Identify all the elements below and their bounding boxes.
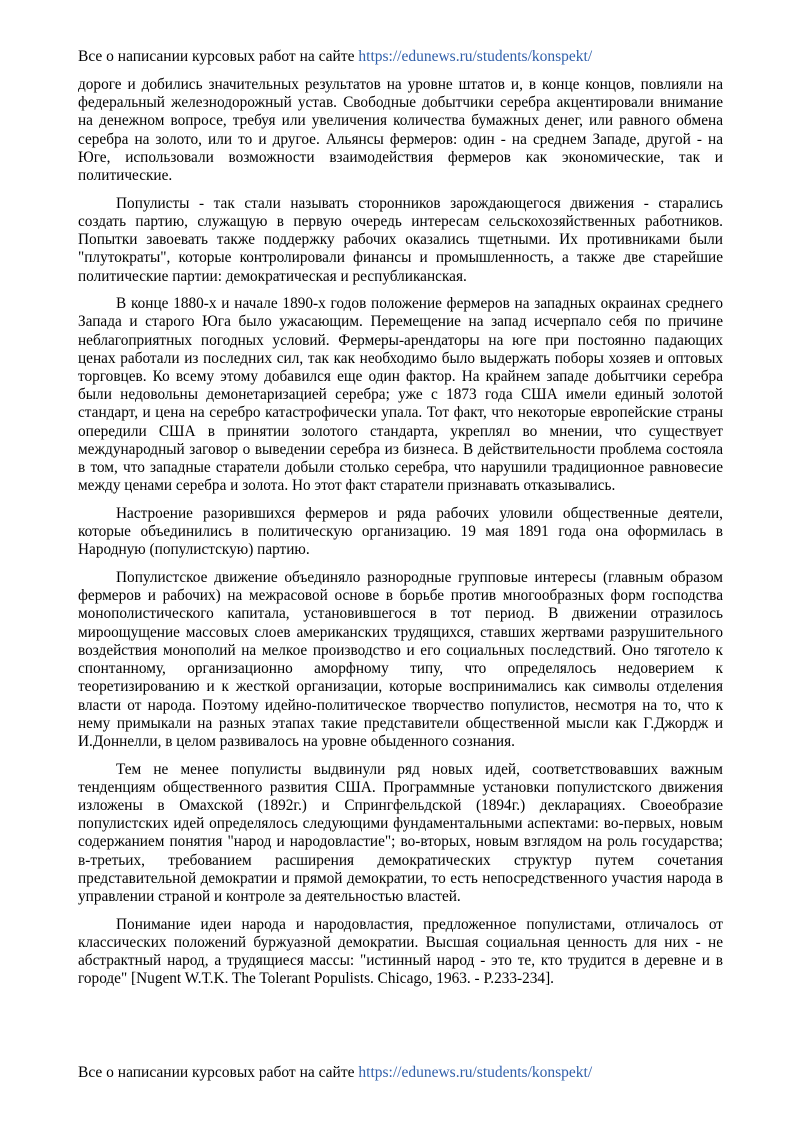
header-link[interactable]: https://edunews.ru/students/konspekt/ (358, 48, 593, 65)
footer-link[interactable]: https://edunews.ru/students/konspekt/ (358, 1064, 593, 1081)
header-text: Все о написании курсовых работ на сайте (78, 48, 359, 65)
paragraph-3: В конце 1880-х и начале 1890-х годов положение фермеров на западных окраинах среднего Запада и старого Юга было ужасающим. Перемещение на запад исчерпало себя по причине неблагоприятных погодных условий. Фермеры-арендаторы на юге при постоянно падающих ценах работали из последних сил, так как необходимо было выдержать поборы хозяев и оптовых торговцев. Ко всему этому добавился еще один фактор. На крайнем западе добытчики серебра были недовольны демонетаризацией серебра; уже с 1873 года США имели единый золотой стандарт, и цена на серебро катастрофически упала. Тот факт, что некоторые европейские страны опередили США в принятии золотого стандарта, укреплял во мнении, что существует международный заговор о выведении серебра из бизнеса. В действительности проблема состояла в том, что западные старатели добыли столько серебра, что нарушили традиционное равновесие между ценами серебра и золота. Но этот факт старатели признавать отказывались. (78, 295, 723, 495)
footer-text: Все о написании курсовых работ на сайте (78, 1064, 359, 1081)
paragraph-7: Понимание идеи народа и народовластия, предложенное популистами, отличалось от классических положений буржуазной демократии. Высшая социальная ценность для них - не абстрактный народ, а трудящиеся массы: "истинный народ - это те, кто трудится в деревне и в городе" [Nugent W.T.K. The Tolerant Populists. Chicago, 1963. - P.233-234]. (78, 915, 723, 988)
paragraph-5: Популистское движение объединяло разнородные групповые интересы (главным образом фермеров и рабочих) на межрасовой основе в борьбе против многообразных форм господства монополистического капитала, установившегося в тот период. В движении отразилось мироощущение массовых слоев американских трудящихся, ставших жертвами разрушительного воздействия монополий на мелкое производство и его социальных последствий. Оно тяготело к спонтанному, организационно аморфному типу, что определялось недоверием к теоретизированию и к жесткой организации, которые воспринимались как символы отделения власти от народа. Поэтому идейно-политическое творчество популистов, несмотря на то, что к нему примыкали на разных этапах такие представители общественной мысли как Г.Джордж и И.Доннелли, в целом развивалось на уровне обыденного сознания. (78, 569, 723, 750)
document-page (78, 0, 723, 1131)
document-body (78, 76, 723, 998)
paragraph-6: Тем не менее популисты выдвинули ряд новых идей, соответствовавших важным тенденциям общественного развития США. Программные установки популистского движения изложены в Омахской (1892г.) и Спрингфельдской (1894г.) декларациях. Своеобразие популистских идей определялось следующими фундаментальными аспектами: во-первых, новым содержанием понятия "народ и народовластие"; во-вторых, новым взглядом на роль государства; в-третьих, требованием расширения демократических структур путем сочетания представительной демократии и прямой демократии, то есть непосредственного участия народа в управлении страной и контроле за деятельностью властей. (78, 760, 723, 906)
paragraph-2: Популисты - так стали называть сторонников зарождающегося движения - старались создать партию, служащую в первую очередь интересам сельскохозяйственных работников. Попытки завоевать также поддержку рабочих оказались тщетными. Их противниками были "плутократы", которые контролировали финансы и промышленность, а также две старейшие политические партии: демократическая и республиканская. (78, 194, 723, 285)
page-footer (78, 1063, 592, 1083)
paragraph-4: Настроение разорившихся фермеров и ряда рабочих уловили общественные деятели, которые объединились в политическую организацию. 19 мая 1891 года она оформилась в Народную (популистскую) партию. (78, 504, 723, 559)
paragraph-1: дороге и добились значительных результатов на уровне штатов и, в конце концов, повлияли на федеральный железнодорожный устав. Свободные добытчики серебра акцентировали внимание на денежном вопросе, требуя или увеличения количества бумажных денег, или равного обмена серебра на золото, или то и другое. Альянсы фермеров: один - на среднем Западе, другой - на Юге, использовали возможности взаимодействия фермеров как экономические, так и политические. (78, 76, 723, 185)
page-header (78, 47, 592, 67)
